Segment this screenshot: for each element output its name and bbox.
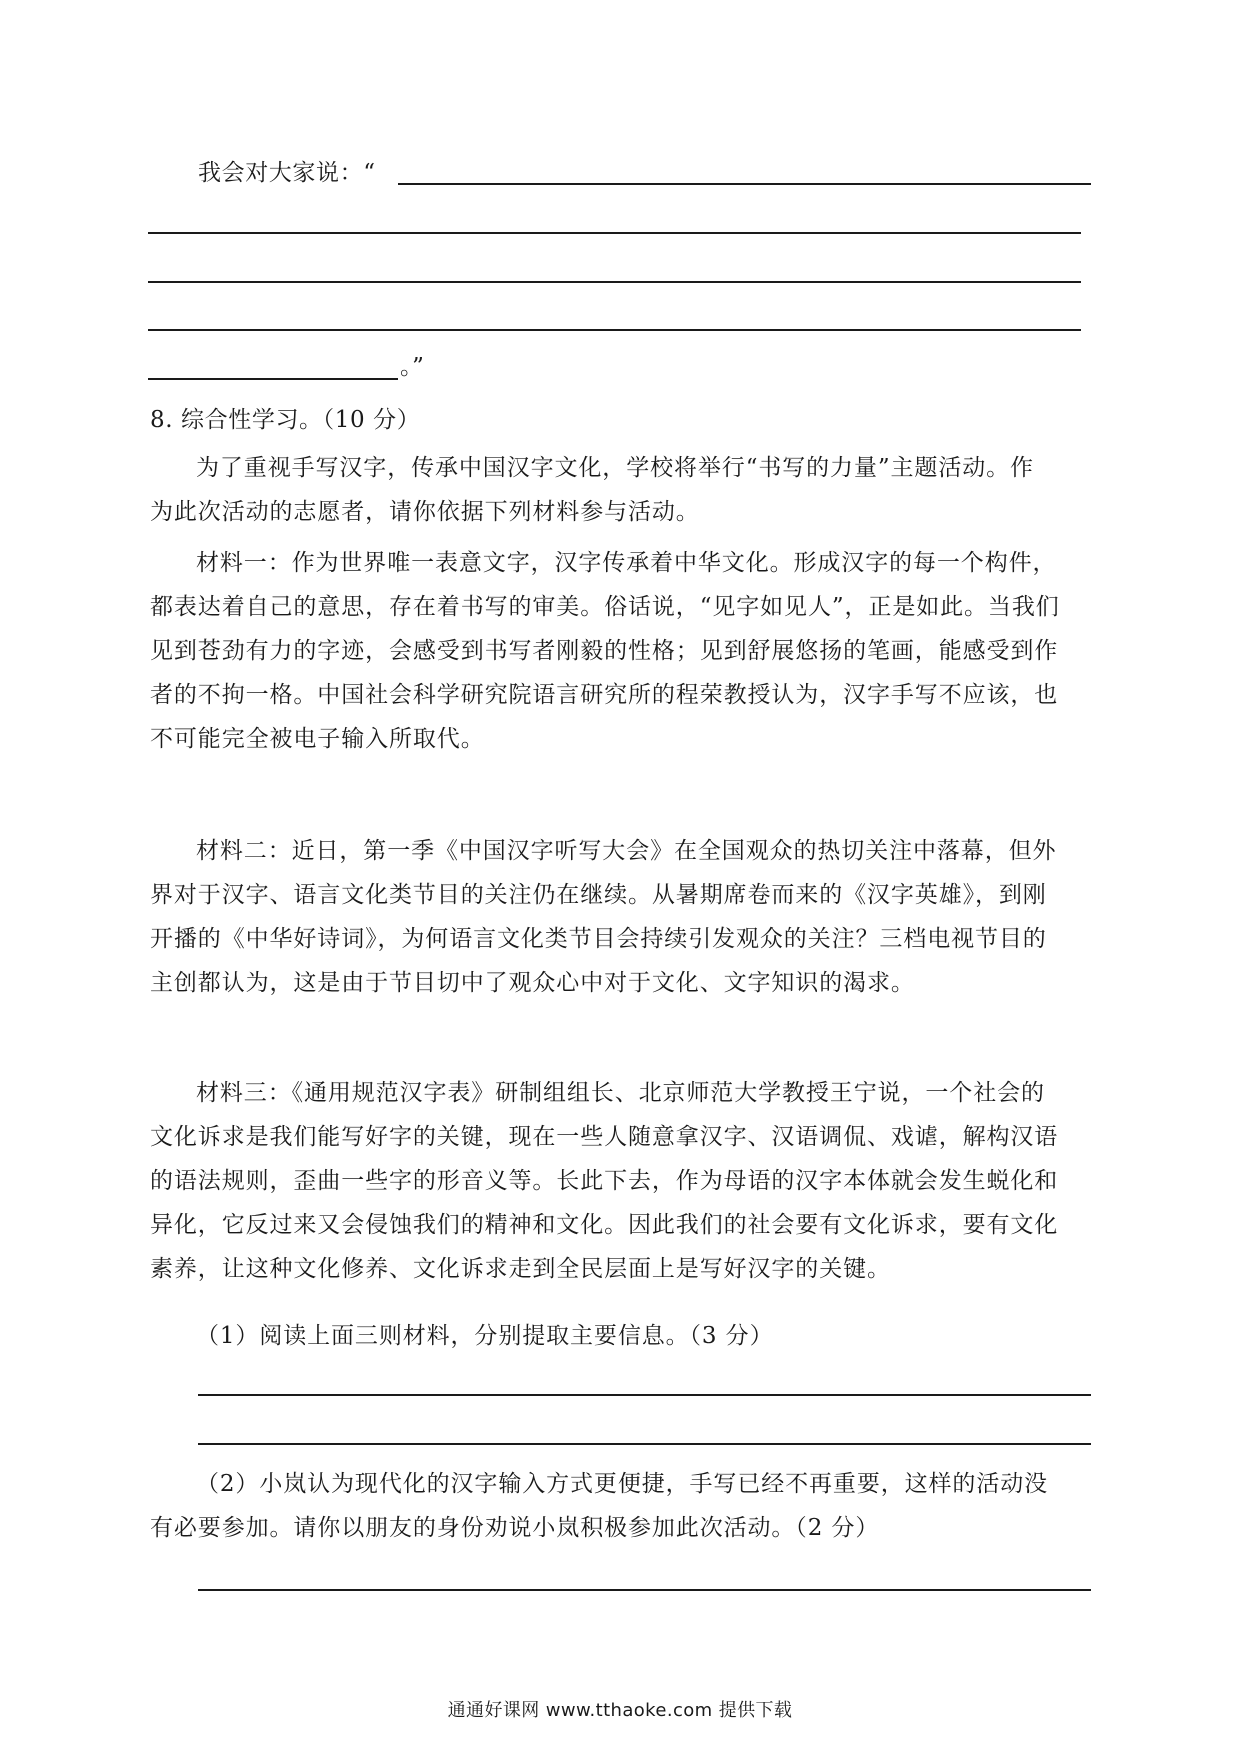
material-line: 主创都认为，这是由于节目切中了观众心中对于文化、文字知识的渴求。: [150, 970, 915, 996]
sub-question-line: （2）小岚认为现代化的汉字输入方式更便捷，手写已经不再重要，这样的活动没: [196, 1471, 1049, 1497]
speech-prefix: 我会对大家说：“: [198, 160, 376, 186]
material-line: 材料二：近日，第一季《中国汉字听写大会》在全国观众的热切关注中落幕，但外: [196, 838, 1057, 864]
sub-question-1: （1）阅读上面三则材料，分别提取主要信息。（3 分）: [196, 1323, 774, 1349]
material-line: 者的不拘一格。中国社会科学研究院语言研究所的程荣教授认为，汉字手写不应该，也: [150, 682, 1059, 708]
intro-paragraph: [150, 446, 1100, 534]
answer-line[interactable]: [198, 1443, 1091, 1445]
question-heading: 8. 综合性学习。（10 分）: [150, 407, 421, 433]
material-line: 都表达着自己的意思，存在着书写的审美。俗话说，“见字如见人”，正是如此。当我们: [150, 594, 1060, 620]
page-footer: 通通好课网 www.tthaoke.com 提供下载: [447, 1700, 793, 1721]
speech-suffix: 。”: [400, 354, 425, 380]
sub-question-line: 有必要参加。请你以朋友的身份劝说小岚积极参加此次活动。（2 分）: [150, 1515, 880, 1541]
answer-line[interactable]: [398, 183, 1091, 185]
material-line: 文化诉求是我们能写好字的关键，现在一些人随意拿汉字、汉语调侃、戏谑，解构汉语: [150, 1124, 1059, 1150]
answer-line[interactable]: [198, 1394, 1091, 1396]
answer-line[interactable]: [148, 281, 1081, 283]
material-two: [150, 829, 1100, 1005]
intro-line: 为此次活动的志愿者，请你依据下列材料参与活动。: [150, 499, 700, 525]
material-line: 见到苍劲有力的字迹，会感受到书写者刚毅的性格；见到舒展悠扬的笔画，能感受到作: [150, 638, 1059, 664]
sub-question-2: [150, 1462, 1100, 1550]
answer-line[interactable]: [148, 378, 398, 380]
material-three: [150, 1071, 1100, 1291]
material-line: 开播的《中华好诗词》，为何语言文化类节目会持续引发观众的关注？三档电视节目的: [150, 926, 1047, 952]
material-one: [150, 541, 1100, 761]
answer-line[interactable]: [148, 232, 1081, 234]
material-line: 不可能完全被电子输入所取代。: [150, 726, 485, 752]
answer-line[interactable]: [198, 1589, 1091, 1591]
material-line: 界对于汉字、语言文化类节目的关注仍在继续。从暑期席卷而来的《汉字英雄》，到刚: [150, 882, 1047, 908]
answer-line[interactable]: [148, 329, 1081, 331]
material-line: 异化，它反过来又会侵蚀我们的精神和文化。因此我们的社会要有文化诉求，要有文化: [150, 1212, 1059, 1238]
material-line: 材料三：《通用规范汉字表》研制组组长、北京师范大学教授王宁说，一个社会的: [196, 1080, 1045, 1106]
intro-line: 为了重视手写汉字，传承中国汉字文化，学校将举行“书写的力量”主题活动。作: [196, 455, 1034, 481]
material-line: 的语法规则，歪曲一些字的形音义等。长此下去，作为母语的汉字本体就会发生蜕化和: [150, 1168, 1059, 1194]
material-line: 素养，让这种文化修养、文化诉求走到全民层面上是写好汉字的关键。: [150, 1256, 891, 1282]
material-line: 材料一：作为世界唯一表意文字，汉字传承着中华文化。形成汉字的每一个构件，: [196, 550, 1057, 576]
